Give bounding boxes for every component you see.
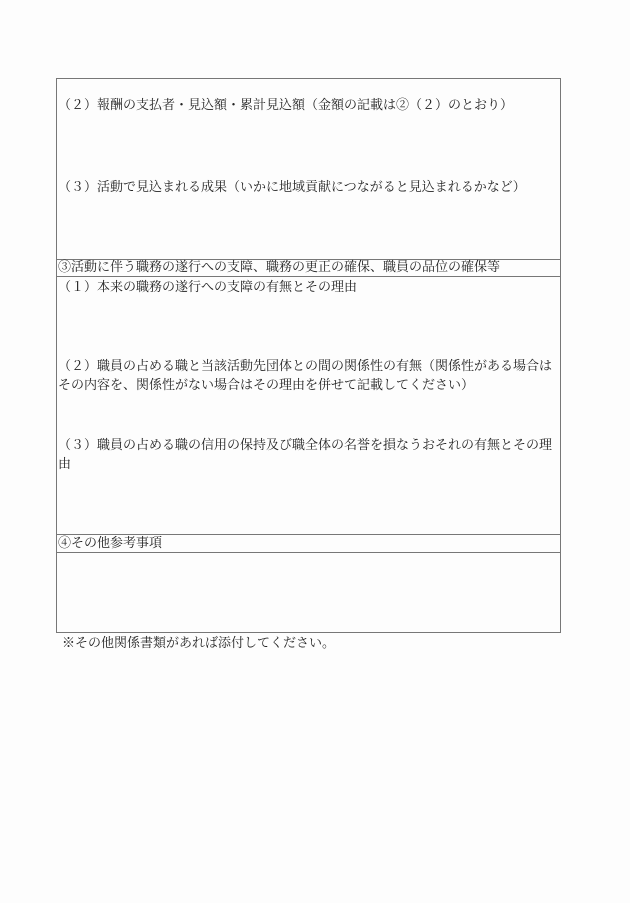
payer-amount-label: （２）報酬の支払者・見込額・累計見込額（金額の記載は②（２）のとおり）: [58, 98, 514, 113]
duty-impact-label: （１）本来の職務の遂行への支障の有無とその理由: [58, 280, 358, 295]
expected-outcome-label: （３）活動で見込まれる成果（いかに地域貢献につながると見込まれるかなど）: [58, 180, 526, 195]
credibility-label: （３）職員の占める職の信用の保持及び職全体の名誉を損なうおそれの有無とその理由: [58, 438, 553, 472]
section4-header: ④その他参考事項: [58, 536, 163, 551]
relationship-label: （２）職員の占める職と当該活動先団体との間の関係性の有無（関係性がある場合はその内容を、関係性がない場合はその理由を併せて記載してください）: [58, 359, 553, 393]
section3-header: ③活動に伴う職務の遂行への支障、職務の更正の確保、職員の品位の確保等: [58, 260, 501, 275]
footnote: ※その他関係書類があれば添付してください。: [62, 636, 336, 651]
